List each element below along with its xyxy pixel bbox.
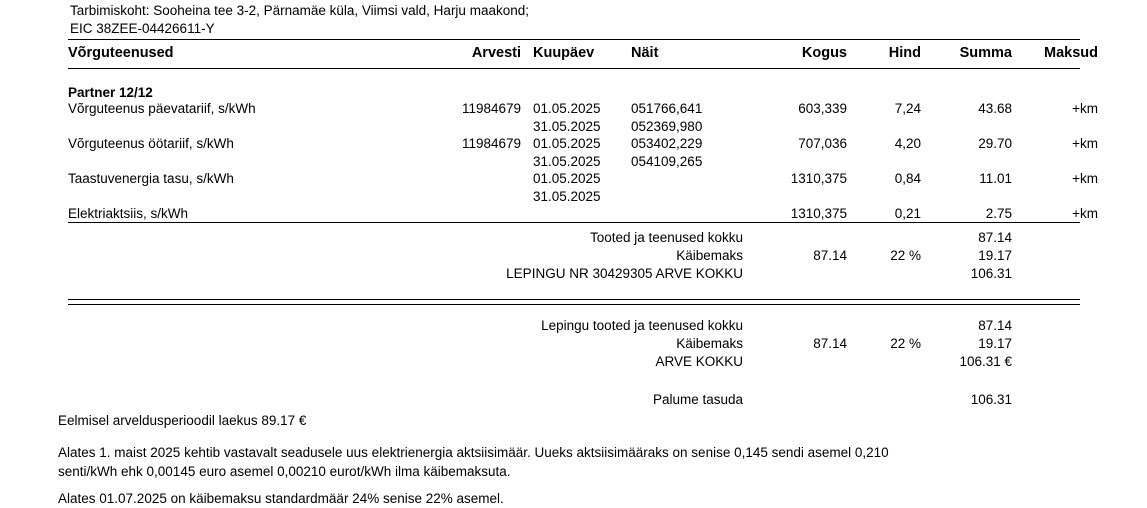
row-reading-from (623, 205, 743, 223)
totals-vat-rate: 22 % (890, 248, 922, 263)
final-totals-block (68, 317, 1100, 409)
final-pay-sum: 106.31 (970, 392, 1013, 407)
final-vat-sum: 19.17 (978, 336, 1013, 351)
row-meter-empty (398, 118, 523, 136)
row-tax: +km (1072, 136, 1098, 151)
row-price: 4,20 (894, 136, 921, 151)
note-previous-period: Eelmisel arveldusperioodil laekus 89.17 € (58, 413, 307, 428)
row-sum: 43.68 (978, 101, 1012, 116)
row-price: 7,24 (894, 101, 921, 116)
totals-row-vat (68, 247, 1100, 265)
table-row (68, 135, 1100, 153)
final-invoice-base-empty (743, 353, 853, 371)
notes-block (58, 411, 1068, 508)
row-tax-empty (1020, 153, 1100, 171)
row-price-empty (853, 153, 925, 171)
totals-goods-rate-empty (853, 229, 925, 247)
row-description-empty (68, 188, 398, 206)
table-row (68, 205, 1100, 223)
services-table-header (68, 43, 1100, 67)
totals-row-goods (68, 229, 1100, 247)
row-tax-empty (1020, 118, 1100, 136)
header-top-rule (68, 39, 1080, 40)
row-meter-empty (398, 153, 523, 171)
row-sum: 11.01 (979, 171, 1012, 186)
final-totals-separator-rule (68, 299, 1080, 305)
final-spacer-row (68, 371, 1100, 391)
row-description-empty (68, 153, 398, 171)
row-sum: 29.70 (978, 136, 1012, 151)
totals-vat-tax-empty (1020, 247, 1100, 265)
row-meter (398, 205, 523, 223)
row-quantity-empty (743, 153, 853, 171)
totals-goods-label: Tooted ja teenused kokku (589, 230, 744, 245)
row-quantity: 707,036 (798, 136, 847, 151)
row-date-from: 01.05.2025 (533, 136, 601, 151)
column-header-date: Kuupäev (533, 45, 595, 61)
row-description: Elektriaktsiis, s/kWh (68, 206, 189, 221)
final-row-goods (68, 317, 1100, 335)
table-row-continuation (68, 188, 1100, 206)
note-excise-line-2: senti/kWh ehk 0,00145 euro asemel 0,00210 eurot/kWh ilma käibemaksuta. (58, 464, 511, 479)
final-invoice-tax-empty (1020, 353, 1100, 371)
row-tax: +km (1072, 171, 1098, 186)
row-sum-empty (925, 153, 1020, 171)
row-description: Võrguteenus päevatariif, s/kWh (68, 101, 256, 116)
totals-vat-label: Käibemaks (676, 248, 744, 263)
table-row (68, 170, 1100, 188)
row-meter-empty (398, 188, 523, 206)
totals-invoice-sum: 106.31 (970, 266, 1013, 281)
header-bottom-rule (68, 68, 1080, 69)
totals-invoice-label: LEPINGU NR 30429305 ARVE KOKKU (506, 266, 744, 281)
row-tax-empty (1020, 188, 1100, 206)
note-spacer-1 (58, 430, 1068, 443)
row-reading-from: 053402,229 (631, 136, 703, 151)
final-goods-rate-empty (853, 317, 925, 335)
consumption-point-eic: EIC 38ZEE-04426611-Y (70, 21, 215, 36)
final-goods-label: Lepingu tooted ja teenused kokku (541, 318, 744, 333)
row-price: 0,84 (894, 171, 921, 186)
table-header-row (68, 43, 1100, 67)
items-bottom-rule (68, 222, 1080, 223)
final-vat-tax-empty (1020, 335, 1100, 353)
column-header-sum: Summa (959, 45, 1012, 61)
row-meter: 11984679 (461, 136, 521, 151)
row-quantity: 1310,375 (790, 171, 847, 186)
totals-row-invoice (68, 265, 1100, 283)
table-row-continuation (68, 153, 1100, 171)
final-row-vat (68, 335, 1100, 353)
column-header-description: Võrguteenused (68, 45, 174, 61)
totals-vat-sum: 19.17 (978, 248, 1013, 263)
row-sum: 2.75 (985, 206, 1012, 221)
row-reading-to: 054109,265 (631, 153, 703, 169)
row-date-from (523, 205, 623, 223)
totals-goods-tax-empty (1020, 229, 1100, 247)
row-tax: +km (1072, 206, 1098, 221)
final-invoice-rate-empty (853, 353, 925, 371)
row-price-empty (853, 188, 925, 206)
totals-goods-base-empty (743, 229, 853, 247)
final-goods-sum: 87.14 (978, 318, 1013, 333)
totals-invoice-base-empty (743, 265, 853, 283)
row-reading-from (623, 170, 743, 188)
final-pay-label: Palume tasuda (652, 392, 744, 407)
note-spacer-2 (58, 481, 1068, 489)
consumption-point-address: Tarbimiskoht: Sooheina tee 3-2, Pärnamäe küla, Viimsi vald, Harju maakond; (70, 3, 529, 18)
row-meter: 11984679 (461, 101, 521, 116)
totals-vat-base: 87.14 (813, 248, 848, 263)
partner-label: Partner 12/12 (68, 85, 153, 100)
row-date-from: 01.05.2025 (533, 171, 601, 186)
table-row-continuation (68, 118, 1100, 136)
row-reading-to (623, 188, 743, 206)
column-header-tax: Maksud (1044, 45, 1098, 61)
row-description-empty (68, 118, 398, 136)
final-row-invoice (68, 353, 1100, 371)
row-reading-to: 052369,980 (631, 118, 703, 134)
contract-totals-block (68, 229, 1100, 283)
services-table-body (68, 100, 1100, 223)
row-description: Taastuvenergia tasu, s/kWh (68, 171, 234, 186)
row-price: 0,21 (894, 206, 921, 221)
note-vat-change: Alates 01.07.2025 on käibemaksu standardmäär 24% senise 22% asemel. (58, 491, 504, 506)
row-date-to: 31.05.2025 (533, 118, 601, 134)
final-vat-rate: 22 % (890, 336, 922, 351)
row-date-from: 01.05.2025 (533, 101, 601, 116)
consumption-point-block (70, 2, 1080, 38)
row-description: Võrguteenus öötariif, s/kWh (68, 136, 234, 151)
final-pay-rate-empty (853, 391, 925, 409)
column-header-quantity: Kogus (801, 45, 847, 61)
row-tax: +km (1072, 101, 1098, 116)
row-quantity: 1310,375 (790, 206, 847, 221)
final-pay-tax-empty (1020, 391, 1100, 409)
row-price-empty (853, 118, 925, 136)
final-goods-tax-empty (1020, 317, 1100, 335)
row-quantity-empty (743, 188, 853, 206)
totals-invoice-tax-empty (1020, 265, 1100, 283)
final-spacer-cell (68, 371, 1100, 391)
row-quantity: 603,339 (798, 101, 847, 116)
row-date-to: 31.05.2025 (533, 188, 601, 204)
final-row-pay (68, 391, 1100, 409)
row-reading-from: 051766,641 (631, 101, 703, 116)
final-vat-base: 87.14 (813, 336, 848, 351)
row-sum-empty (925, 118, 1020, 136)
column-header-reading: Näit (631, 45, 659, 61)
final-invoice-sum: 106.31 € (959, 354, 1013, 369)
column-header-price: Hind (888, 45, 921, 61)
final-invoice-label: ARVE KOKKU (655, 354, 744, 369)
row-quantity-empty (743, 118, 853, 136)
totals-goods-sum: 87.14 (978, 230, 1013, 245)
final-vat-label: Käibemaks (676, 336, 744, 351)
row-sum-empty (925, 188, 1020, 206)
row-date-to: 31.05.2025 (533, 153, 601, 169)
note-excise-line-1: Alates 1. maist 2025 kehtib vastavalt seadusele uus elektrienergia aktsiisimäär. Uueks aktsiisimääraks on senise 0,145 sendi asemel 0,210 (58, 445, 889, 460)
row-meter (398, 170, 523, 188)
final-goods-base-empty (743, 317, 853, 335)
final-pay-base-empty (743, 391, 853, 409)
totals-invoice-rate-empty (853, 265, 925, 283)
column-header-meter: Arvesti (471, 45, 521, 61)
table-row (68, 100, 1100, 118)
